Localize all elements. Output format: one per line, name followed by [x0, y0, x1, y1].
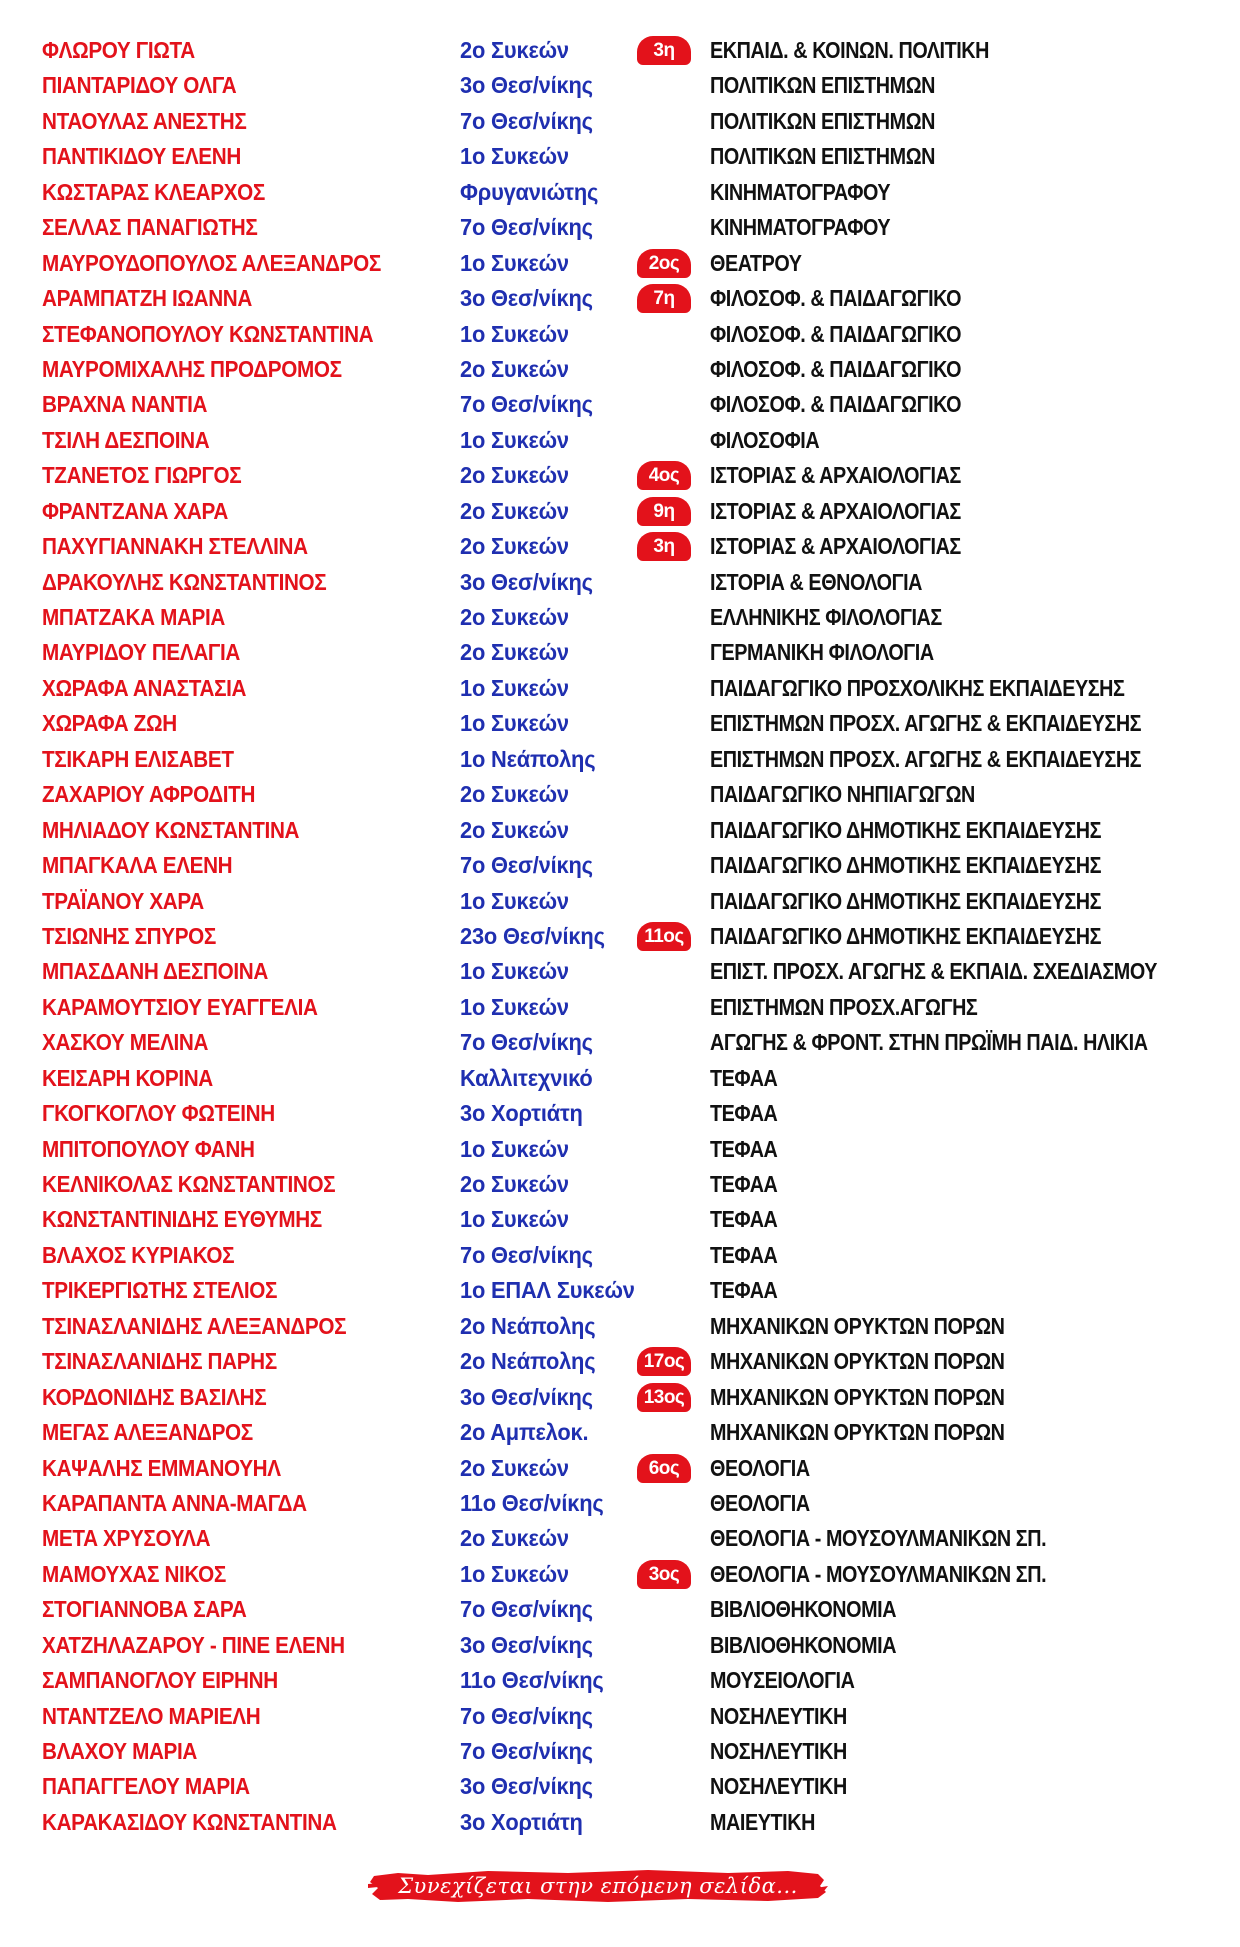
student-name: ΤΣΙΝΑΣΛΑΝΙΔΗΣ ΑΛΕΞΑΝΔΡΟΣ — [42, 1312, 347, 1339]
school-name: 7ο Θεσ/νίκης — [460, 1241, 593, 1268]
list-item — [0, 1202, 1240, 1237]
school-name: 2ο Αμπελοκ. — [460, 1419, 589, 1446]
department-name: ΘΕΟΛΟΓΙΑ — [710, 1489, 810, 1516]
list-item — [0, 1132, 1240, 1167]
continued-banner — [368, 1864, 828, 1908]
department-name: ΑΓΩΓΗΣ & ΦΡΟΝΤ. ΣΤΗΝ ΠΡΩΪΜΗ ΠΑΙΔ. ΗΛΙΚΙΑ — [710, 1029, 1148, 1056]
list-item — [0, 600, 1240, 635]
results-list — [0, 33, 1240, 1840]
department-name: ΤΕΦΑΑ — [710, 1241, 778, 1268]
school-name: 7ο Θεσ/νίκης — [460, 107, 593, 134]
list-item — [0, 1238, 1240, 1273]
student-name: ΒΛΑΧΟΣ ΚΥΡΙΑΚΟΣ — [42, 1241, 235, 1268]
student-name: ΚΩΝΣΤΑΝΤΙΝΙΔΗΣ ΕΥΘΥΜΗΣ — [42, 1206, 322, 1233]
student-name: ΤΣΙΩΝΗΣ ΣΠΥΡΟΣ — [42, 922, 216, 949]
school-name: 2ο Νεάπολης — [460, 1348, 596, 1375]
school-name: 1ο Συκεών — [460, 674, 569, 701]
student-name: ΜΠΑΣΔΑΝΗ ΔΕΣΠΟΙΝΑ — [42, 958, 268, 985]
student-name: ΓΚΟΓΚΟΓΛΟΥ ΦΩΤΕΙΝΗ — [42, 1100, 275, 1127]
school-name: 1ο Συκεών — [460, 958, 569, 985]
continued-label: Συνεχίζεται στην επόμενη σελίδα... — [398, 1874, 798, 1898]
school-name: 3ο Χορτιάτη — [460, 1100, 583, 1127]
department-name: ΝΟΣΗΛΕΥΤΙΚΗ — [710, 1702, 847, 1729]
rank-badge: 13ος — [637, 1383, 691, 1412]
list-item — [0, 317, 1240, 352]
school-name: 7ο Θεσ/νίκης — [460, 852, 593, 879]
student-name: ΚΑΡΑΜΟΥΤΣΙΟΥ ΕΥΑΓΓΕΛΙΑ — [42, 993, 318, 1020]
list-item — [0, 990, 1240, 1025]
department-name: ΤΕΦΑΑ — [710, 1171, 778, 1197]
rank-badge: 4ος — [637, 461, 691, 490]
list-item — [0, 1380, 1240, 1415]
department-name: ΙΣΤΟΡΙΑΣ & ΑΡΧΑΙΟΛΟΓΙΑΣ — [710, 533, 961, 560]
school-name: 1ο Συκεών — [460, 426, 569, 453]
list-item — [0, 954, 1240, 989]
student-name: ΝΤΑΟΥΛΑΣ ΑΝΕΣΤΗΣ — [42, 107, 247, 134]
department-name: ΜΗΧΑΝΙΚΩΝ ΟΡΥΚΤΩΝ ΠΟΡΩΝ — [710, 1312, 1005, 1339]
list-item — [0, 387, 1240, 422]
list-item — [0, 175, 1240, 210]
school-name: 2ο Συκεών — [460, 355, 569, 382]
student-name: ΝΤΑΝΤΖΕΛΟ ΜΑΡΙΕΛΗ — [42, 1702, 261, 1729]
school-name: 3ο Θεσ/νίκης — [460, 285, 593, 312]
rank-badge: 3η — [637, 36, 691, 65]
department-name: ΙΣΤΟΡΙΑ & ΕΘΝΟΛΟΓΙΑ — [710, 568, 922, 595]
department-name: ΠΟΛΙΤΙΚΩΝ ΕΠΙΣΤΗΜΩΝ — [710, 143, 935, 170]
list-item — [0, 1769, 1240, 1804]
rank-badge: 17ος — [637, 1347, 691, 1376]
school-name: 1ο Συκεών — [460, 887, 569, 914]
list-item — [0, 1628, 1240, 1663]
department-name: ΦΙΛΟΣΟΦ. & ΠΑΙΔΑΓΩΓΙΚΟ — [710, 320, 962, 347]
student-name: ΜΑΥΡΙΔΟΥ ΠΕΛΑΓΙΑ — [42, 639, 240, 666]
school-name: 7ο Θεσ/νίκης — [460, 391, 593, 418]
school-name: 3ο Χορτιάτη — [460, 1808, 583, 1835]
school-name: 7ο Θεσ/νίκης — [460, 214, 593, 241]
school-name: 2ο Συκεών — [460, 1171, 569, 1197]
list-item — [0, 848, 1240, 883]
student-name: ΜΑΥΡΟΥΔΟΠΟΥΛΟΣ ΑΛΕΞΑΝΔΡΟΣ — [42, 249, 381, 276]
list-item — [0, 1699, 1240, 1734]
list-item — [0, 919, 1240, 954]
department-name: ΘΕΑΤΡΟΥ — [710, 249, 802, 276]
student-name: ΜΗΛΙΑΔΟΥ ΚΩΝΣΤΑΝΤΙΝΑ — [42, 816, 300, 843]
school-name: 3ο Θεσ/νίκης — [460, 1773, 593, 1800]
list-item — [0, 706, 1240, 741]
student-name: ΚΟΡΔΟΝΙΔΗΣ ΒΑΣΙΛΗΣ — [42, 1383, 267, 1410]
list-item — [0, 1663, 1240, 1698]
school-name: 11ο Θεσ/νίκης — [460, 1667, 604, 1694]
student-name: ΑΡΑΜΠΑΤΖΗ ΙΩΑΝΝΑ — [42, 285, 252, 312]
student-name: ΣΕΛΛΑΣ ΠΑΝΑΓΙΩΤΗΣ — [42, 214, 258, 241]
department-name: ΜΑΙΕΥΤΙΚΗ — [710, 1808, 815, 1835]
student-name: ΜΠΑΤΖΑΚΑ ΜΑΡΙΑ — [42, 604, 225, 630]
department-name: ΙΣΤΟΡΙΑΣ & ΑΡΧΑΙΟΛΟΓΙΑΣ — [710, 497, 961, 524]
department-name: ΝΟΣΗΛΕΥΤΙΚΗ — [710, 1773, 847, 1800]
student-name: ΤΡΑΪΑΝΟΥ ΧΑΡΑ — [42, 887, 204, 914]
department-name: ΦΙΛΟΣΟΦ. & ΠΑΙΔΑΓΩΓΙΚΟ — [710, 285, 962, 312]
list-item — [0, 1167, 1240, 1202]
student-name: ΜΕΤΑ ΧΡΥΣΟΥΛΑ — [42, 1525, 211, 1552]
student-name: ΚΕΛΝΙΚΟΛΑΣ ΚΩΝΣΤΑΝΤΙΝΟΣ — [42, 1171, 336, 1197]
student-name: ΜΕΓΑΣ ΑΛΕΞΑΝΔΡΟΣ — [42, 1419, 253, 1446]
department-name: ΤΕΦΑΑ — [710, 1277, 778, 1304]
department-name: ΤΕΦΑΑ — [710, 1100, 778, 1127]
school-name: 23ο Θεσ/νίκης — [460, 922, 605, 949]
list-item — [0, 458, 1240, 493]
list-item — [0, 1309, 1240, 1344]
list-item — [0, 565, 1240, 600]
department-name: ΠΟΛΙΤΙΚΩΝ ΕΠΙΣΤΗΜΩΝ — [710, 107, 935, 134]
list-item — [0, 104, 1240, 139]
department-name: ΤΕΦΑΑ — [710, 1064, 778, 1091]
list-item — [0, 1415, 1240, 1450]
department-name: ΠΑΙΔΑΓΩΓΙΚΟ ΔΗΜΟΤΙΚΗΣ ΕΚΠΑΙΔΕΥΣΗΣ — [710, 922, 1102, 949]
school-name: 1ο Συκεών — [460, 993, 569, 1020]
list-item — [0, 210, 1240, 245]
department-name: ΦΙΛΟΣΟΦ. & ΠΑΙΔΑΓΩΓΙΚΟ — [710, 391, 962, 418]
student-name: ΔΡΑΚΟΥΛΗΣ ΚΩΝΣΤΑΝΤΙΝΟΣ — [42, 568, 327, 595]
department-name: ΕΠΙΣΤΗΜΩΝ ΠΡΟΣΧ. ΑΓΩΓΗΣ & ΕΚΠΑΙΔΕΥΣΗΣ — [710, 745, 1142, 772]
student-name: ΚΕΙΣΑΡΗ ΚΟΡΙΝΑ — [42, 1064, 213, 1091]
list-item — [0, 139, 1240, 174]
department-name: ΓΕΡΜΑΝΙΚΗ ΦΙΛΟΛΟΓΙΑ — [710, 639, 934, 666]
school-name: 2ο Συκεών — [460, 37, 569, 63]
student-name: ΠΑΝΤΙΚΙΔΟΥ ΕΛΕΝΗ — [42, 143, 241, 170]
list-item — [0, 1486, 1240, 1521]
list-item — [0, 813, 1240, 848]
department-name: ΠΑΙΔΑΓΩΓΙΚΟ ΔΗΜΟΤΙΚΗΣ ΕΚΠΑΙΔΕΥΣΗΣ — [710, 852, 1102, 879]
list-item — [0, 635, 1240, 670]
school-name: 2ο Συκεών — [460, 462, 569, 489]
list-item — [0, 1805, 1240, 1840]
school-name: 1ο ΕΠΑΛ Συκεών — [460, 1277, 635, 1304]
student-name: ΤΣΙΚΑΡΗ ΕΛΙΣΑΒΕΤ — [42, 745, 234, 772]
department-name: ΕΛΛΗΝΙΚΗΣ ΦΙΛΟΛΟΓΙΑΣ — [710, 604, 942, 630]
school-name: 3ο Θεσ/νίκης — [460, 72, 593, 99]
school-name: 3ο Θεσ/νίκης — [460, 1383, 593, 1410]
list-item — [0, 1273, 1240, 1308]
school-name: 1ο Συκεών — [460, 1135, 569, 1162]
rank-badge: 7η — [637, 284, 691, 313]
student-name: ΒΡΑΧΝΑ ΝΑΝΤΙΑ — [42, 391, 208, 418]
department-name: ΚΙΝΗΜΑΤΟΓΡΑΦΟΥ — [710, 214, 891, 241]
department-name: ΠΑΙΔΑΓΩΓΙΚΟ ΠΡΟΣΧΟΛΙΚΗΣ ΕΚΠΑΙΔΕΥΣΗΣ — [710, 674, 1125, 701]
rank-badge: 3η — [637, 532, 691, 561]
rank-badge: 11ος — [637, 922, 691, 951]
student-name: ΠΑΧΥΓΙΑΝΝΑΚΗ ΣΤΕΛΛΙΝΑ — [42, 533, 308, 560]
school-name: 7ο Θεσ/νίκης — [460, 1738, 593, 1764]
rank-badge: 2ος — [637, 249, 691, 278]
school-name: 7ο Θεσ/νίκης — [460, 1702, 593, 1729]
student-name: ΤΣΙΛΗ ΔΕΣΠΟΙΝΑ — [42, 426, 210, 453]
student-name: ΚΩΣΤΑΡΑΣ ΚΛΕΑΡΧΟΣ — [42, 178, 265, 205]
department-name: ΠΑΙΔΑΓΩΓΙΚΟ ΔΗΜΟΤΙΚΗΣ ΕΚΠΑΙΔΕΥΣΗΣ — [710, 816, 1102, 843]
department-name: ΜΗΧΑΝΙΚΩΝ ΟΡΥΚΤΩΝ ΠΟΡΩΝ — [710, 1348, 1005, 1375]
student-name: ΜΠΙΤΟΠΟΥΛΟΥ ΦΑΝΗ — [42, 1135, 255, 1162]
student-name: ΤΣΙΝΑΣΛΑΝΙΔΗΣ ΠΑΡΗΣ — [42, 1348, 277, 1375]
school-name: 2ο Συκεών — [460, 816, 569, 843]
school-name: Φρυγανιώτης — [460, 178, 599, 205]
school-name: 7ο Θεσ/νίκης — [460, 1029, 593, 1056]
school-name: 3ο Θεσ/νίκης — [460, 568, 593, 595]
list-item — [0, 742, 1240, 777]
list-item — [0, 1592, 1240, 1627]
student-name: ΜΑΥΡΟΜΙΧΑΛΗΣ ΠΡΟΔΡΟΜΟΣ — [42, 355, 342, 382]
student-name: ΒΛΑΧΟΥ ΜΑΡΙΑ — [42, 1738, 197, 1764]
department-name: ΦΙΛΟΣΟΦΙΑ — [710, 426, 820, 453]
student-name: ΚΑΨΑΛΗΣ ΕΜΜΑΝΟΥΗΛ — [42, 1454, 281, 1481]
school-name: 2ο Συκεών — [460, 604, 569, 630]
school-name: 7ο Θεσ/νίκης — [460, 1596, 593, 1623]
list-item — [0, 884, 1240, 919]
list-item — [0, 671, 1240, 706]
department-name: ΘΕΟΛΟΓΙΑ - ΜΟΥΣΟΥΛΜΑΝΙΚΩΝ ΣΠ. — [710, 1525, 1047, 1552]
department-name: ΘΕΟΛΟΓΙΑ - ΜΟΥΣΟΥΛΜΑΝΙΚΩΝ ΣΠ. — [710, 1560, 1047, 1587]
list-item — [0, 1734, 1240, 1769]
department-name: ΒΙΒΛΙΟΘΗΚΟΝΟΜΙΑ — [710, 1631, 897, 1658]
student-name: ΧΑΤΖΗΛΑΖΑΡΟΥ - ΠΙΝΕ ΕΛΕΝΗ — [42, 1631, 345, 1658]
list-item — [0, 777, 1240, 812]
school-name: 2ο Συκεών — [460, 533, 569, 560]
student-name: ΣΑΜΠΑΝΟΓΛΟΥ ΕΙΡΗΝΗ — [42, 1667, 278, 1694]
department-name: ΦΙΛΟΣΟΦ. & ΠΑΙΔΑΓΩΓΙΚΟ — [710, 355, 962, 382]
list-item — [0, 1025, 1240, 1060]
student-name: ΚΑΡΑΠΑΝΤΑ ΑΝΝΑ-ΜΑΓΔΑ — [42, 1489, 307, 1516]
student-name: ΜΠΑΓΚΑΛΑ ΕΛΕΝΗ — [42, 852, 233, 879]
list-item — [0, 494, 1240, 529]
department-name: ΕΠΙΣΤΗΜΩΝ ΠΡΟΣΧ.ΑΓΩΓΗΣ — [710, 993, 978, 1020]
school-name: Καλλιτεχνικό — [460, 1064, 593, 1091]
school-name: 1ο Συκεών — [460, 1560, 569, 1587]
student-name: ΜΑΜΟΥΧΑΣ ΝΙΚΟΣ — [42, 1560, 226, 1587]
student-name: ΚΑΡΑΚΑΣΙΔΟΥ ΚΩΝΣΤΑΝΤΙΝΑ — [42, 1808, 337, 1835]
school-name: 1ο Συκεών — [460, 143, 569, 170]
student-name: ΤΡΙΚΕΡΓΙΩΤΗΣ ΣΤΕΛΙΟΣ — [42, 1277, 278, 1304]
student-name: ΠΙΑΝΤΑΡΙΔΟΥ ΟΛΓΑ — [42, 72, 237, 99]
list-item — [0, 529, 1240, 564]
rank-badge: 6ος — [637, 1454, 691, 1483]
student-name: ΦΡΑΝΤΖΑΝΑ ΧΑΡΑ — [42, 497, 228, 524]
department-name: ΝΟΣΗΛΕΥΤΙΚΗ — [710, 1738, 847, 1764]
department-name: ΠΟΛΙΤΙΚΩΝ ΕΠΙΣΤΗΜΩΝ — [710, 72, 935, 99]
student-name: ΖΑΧΑΡΙΟΥ ΑΦΡΟΔΙΤΗ — [42, 781, 256, 808]
department-name: ΕΚΠΑΙΔ. & ΚΟΙΝΩΝ. ΠΟΛΙΤΙΚΗ — [710, 37, 990, 63]
department-name: ΕΠΙΣΤΗΜΩΝ ΠΡΟΣΧ. ΑΓΩΓΗΣ & ΕΚΠΑΙΔΕΥΣΗΣ — [710, 710, 1142, 737]
student-name: ΦΛΩΡΟΥ ΓΙΩΤΑ — [42, 37, 195, 63]
school-name: 11ο Θεσ/νίκης — [460, 1489, 604, 1516]
list-item — [0, 1061, 1240, 1096]
school-name: 2ο Συκεών — [460, 1454, 569, 1481]
list-item — [0, 246, 1240, 281]
student-name: ΧΩΡΑΦΑ ΖΩΗ — [42, 710, 177, 737]
department-name: ΜΗΧΑΝΙΚΩΝ ΟΡΥΚΤΩΝ ΠΟΡΩΝ — [710, 1419, 1005, 1446]
list-item — [0, 1451, 1240, 1486]
department-name: ΘΕΟΛΟΓΙΑ — [710, 1454, 810, 1481]
rank-badge: 9η — [637, 497, 691, 526]
department-name: ΠΑΙΔΑΓΩΓΙΚΟ ΔΗΜΟΤΙΚΗΣ ΕΚΠΑΙΔΕΥΣΗΣ — [710, 887, 1102, 914]
school-name: 2ο Νεάπολης — [460, 1312, 596, 1339]
student-name: ΣΤΕΦΑΝΟΠΟΥΛΟΥ ΚΩΝΣΤΑΝΤΙΝΑ — [42, 320, 374, 347]
department-name: ΤΕΦΑΑ — [710, 1206, 778, 1233]
list-item — [0, 352, 1240, 387]
department-name: ΚΙΝΗΜΑΤΟΓΡΑΦΟΥ — [710, 178, 891, 205]
student-name: ΧΑΣΚΟΥ ΜΕΛΙΝΑ — [42, 1029, 209, 1056]
department-name: ΜΗΧΑΝΙΚΩΝ ΟΡΥΚΤΩΝ ΠΟΡΩΝ — [710, 1383, 1005, 1410]
list-item — [0, 1096, 1240, 1131]
school-name: 2ο Συκεών — [460, 781, 569, 808]
student-name: ΣΤΟΓΙΑΝΝΟΒΑ ΣΑΡΑ — [42, 1596, 247, 1623]
school-name: 1ο Νεάπολης — [460, 745, 596, 772]
student-name: ΤΖΑΝΕΤΟΣ ΓΙΩΡΓΟΣ — [42, 462, 242, 489]
list-item — [0, 281, 1240, 316]
list-item — [0, 68, 1240, 103]
department-name: ΙΣΤΟΡΙΑΣ & ΑΡΧΑΙΟΛΟΓΙΑΣ — [710, 462, 961, 489]
student-name: ΠΑΠΑΓΓΕΛΟΥ ΜΑΡΙΑ — [42, 1773, 250, 1800]
department-name: ΠΑΙΔΑΓΩΓΙΚΟ ΝΗΠΙΑΓΩΓΩΝ — [710, 781, 975, 808]
list-item — [0, 1557, 1240, 1592]
department-name: ΤΕΦΑΑ — [710, 1135, 778, 1162]
school-name: 1ο Συκεών — [460, 320, 569, 347]
rank-badge: 3ος — [637, 1560, 691, 1589]
school-name: 1ο Συκεών — [460, 710, 569, 737]
school-name: 3ο Θεσ/νίκης — [460, 1631, 593, 1658]
list-item — [0, 1521, 1240, 1556]
department-name: ΒΙΒΛΙΟΘΗΚΟΝΟΜΙΑ — [710, 1596, 897, 1623]
student-name: ΧΩΡΑΦΑ ΑΝΑΣΤΑΣΙΑ — [42, 674, 247, 701]
school-name: 2ο Συκεών — [460, 497, 569, 524]
department-name: ΕΠΙΣΤ. ΠΡΟΣΧ. ΑΓΩΓΗΣ & ΕΚΠΑΙΔ. ΣΧΕΔΙΑΣΜΟΥ — [710, 958, 1158, 985]
department-name: ΜΟΥΣΕΙΟΛΟΓΙΑ — [710, 1667, 855, 1694]
list-item — [0, 1344, 1240, 1379]
list-item — [0, 423, 1240, 458]
school-name: 2ο Συκεών — [460, 639, 569, 666]
school-name: 1ο Συκεών — [460, 1206, 569, 1233]
school-name: 1ο Συκεών — [460, 249, 569, 276]
school-name: 2ο Συκεών — [460, 1525, 569, 1552]
list-item — [0, 33, 1240, 68]
